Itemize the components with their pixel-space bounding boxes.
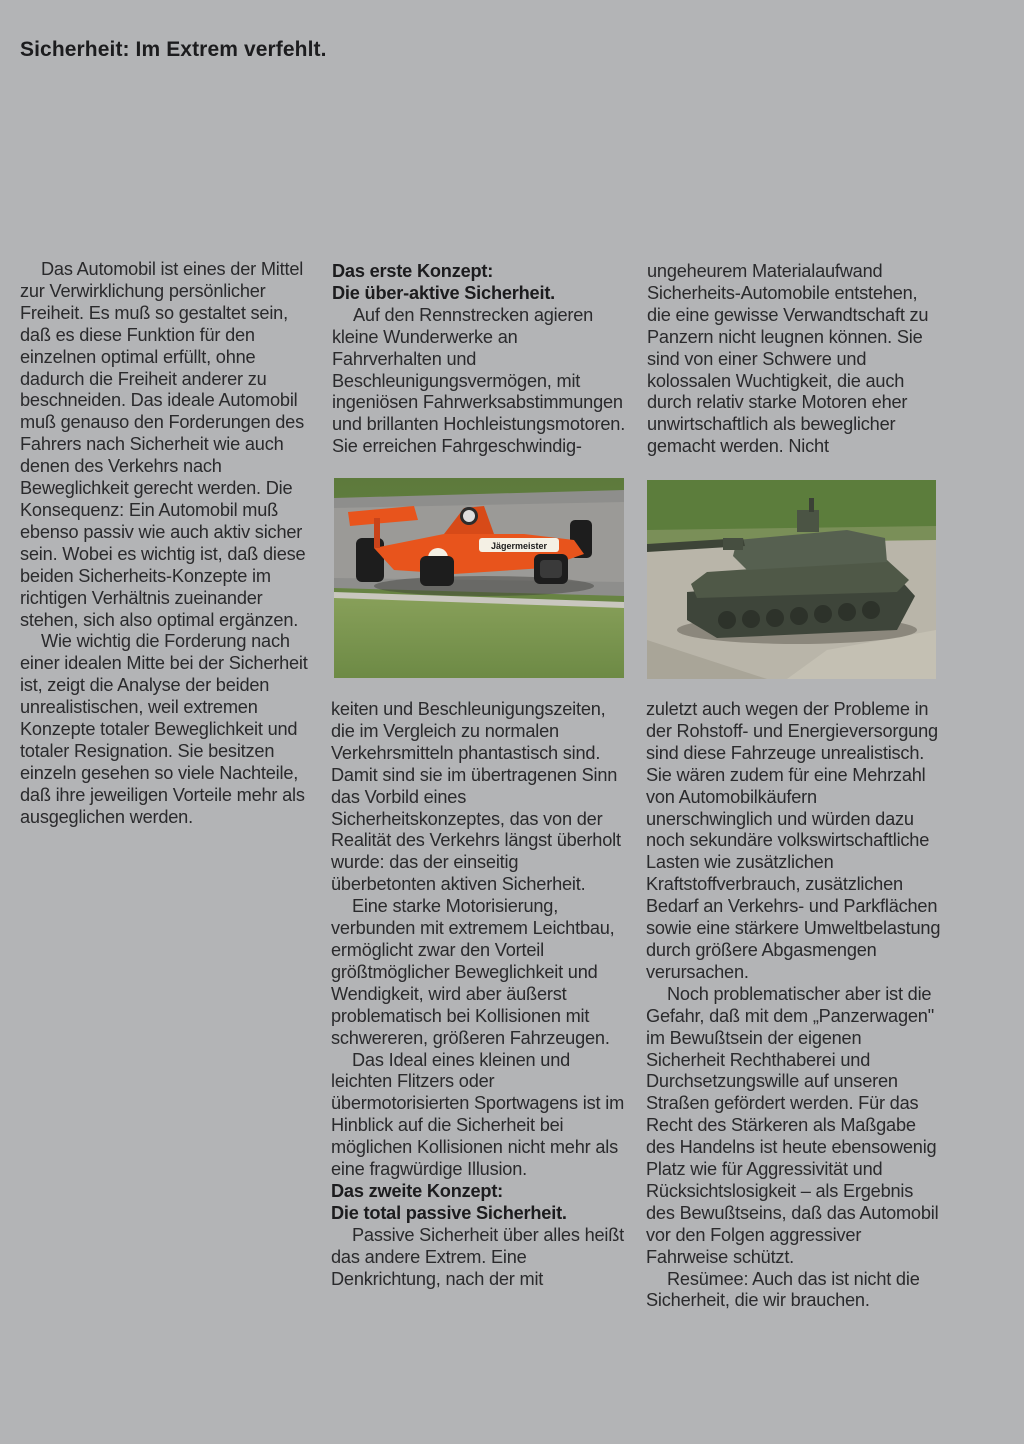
race-car-photo [334, 478, 624, 678]
paragraph: Passive Sicherheit über alles heißt das andere Extrem. Eine Denkrichtung, nach der mit [331, 1224, 625, 1289]
paragraph: zuletzt auch wegen der Probleme in der Rohstoff- und Energieversorgung sind diese Fahrzeuge unrealistisch. Sie wären zudem für eine Mehrzahl von Automobilkäufern unerschwinglich und würden dazu noch sekundäre volkswirtschaftliche Lasten wie zusätzlichen Kraftstoffverbrauch, zusätzlichen Bedarf an Verkehrs- und Parkflächen sowie eine stärkere Umweltbelastung durch größere Abgasmengen verursachen. [646, 699, 941, 982]
article-column-3-bottom [646, 699, 942, 1312]
paragraph: Das Automobil ist eines der Mittel zur Verwirklichung persönlicher Freiheit. Es muß so gestaltet sein, daß es diese Funktion für den einzelnen optimal erfüllt, ohne dadurch die Freiheit anderer zu beschneiden. Das ideale Automobil muß genauso den Forderungen des Fahrers nach Sicherheit wie auch denen des Verkehrs nach Beweglichkeit gerecht werden. Die Konsequenz: Ein Automobil muß ebenso passiv wie auch aktiv sicher sein. Wobei es wichtig ist, daß diese beiden Sicherheits-Konzepte im richtigen Verhältnis zueinander stehen, sich also optimal ergänzen. [20, 259, 306, 630]
article-column-1 [20, 259, 316, 829]
section-heading-line: Das erste Konzept: [332, 261, 494, 281]
section-heading-line: Die über-aktive Sicherheit. [332, 282, 556, 303]
article-column-3-top [647, 261, 943, 458]
tank-photo [647, 480, 936, 679]
page-title: Sicherheit: Im Extrem verfehlt. [20, 38, 327, 61]
article-column-2-top [332, 261, 628, 458]
paragraph: Auf den Rennstrecken agieren kleine Wunderwerke an Fahrverhalten und Beschleunigungsvermögen, mit ingeniösen Fahrwerksabstimmungen und brillanten Hochleistungsmotoren. Sie erreichen Fahrgeschwindig- [332, 304, 626, 457]
article-column-2-bottom [331, 699, 627, 1290]
paragraph: keiten und Beschleunigungszeiten, die im Vergleich zu normalen Verkehrsmitteln phantastisch sind. Damit sind sie im übertragenen Sinn das Vorbild eines Sicherheitskonzeptes, das von der Realität des Verkehrs längst überholt wurde: das der einseitig überbetonten aktiven Sicherheit. [331, 699, 621, 895]
race-car-livery-text: Jägermeister [490, 541, 548, 551]
section-heading-line: Die total passive Sicherheit. [331, 1202, 567, 1223]
paragraph: Eine starke Motorisierung, verbunden mit extremem Leichtbau, ermöglicht zwar den Vorteil größtmöglicher Beweglichkeit und Wendigkeit, wird aber äußerst problematisch bei Kollisionen mit schwereren, größeren Fahrzeugen. [331, 896, 615, 1048]
paragraph: Wie wichtig die Forderung nach einer idealen Mitte bei der Sicherheit ist, zeigt die Analyse der beiden unrealistischen, weil extremen Konzepte totaler Beweglichkeit und totaler Resignation. Sie besitzen einzeln gesehen so viele Nachteile, daß ihre jeweiligen Vorteile mehr als ausgeglichen werden. [20, 631, 308, 827]
tank-illustration [647, 480, 936, 679]
paragraph: Noch problematischer aber ist die Gefahr, daß mit dem „Panzerwagen" im Bewußtsein der eigenen Sicherheit Rechthaberei und Durchsetzungswille auf unseren Straßen gefördert werden. Für das Recht des Stärkeren als Maßgabe des Handelns ist heute ebensowenig Platz wie für Aggressivität und Rücksichtslosigkeit – als Ergebnis des Bewußtseins, daß das Automobil vor den Folgen aggressiver Fahrweise schützt. [646, 983, 939, 1267]
paragraph: Das Ideal eines kleinen und leichten Flitzers oder übermotorisierten Sportwagens ist im Hinblick auf die Sicherheit bei möglichen Kollisionen nicht mehr als eine fragwürdige Illusion. [331, 1049, 625, 1180]
paragraph: ungeheurem Materialaufwand Sicherheits-Automobile entstehen, die eine gewisse Verwandtschaft zu Panzern nicht leugnen können. Sie sind von einer Schwere und kolossalen Wuchtigkeit, die auch durch relativ starke Motoren eher unwirtschaftlich als beweglicher gemacht werden. Nicht [647, 261, 929, 457]
section-heading-line: Das zweite Konzept: [331, 1180, 504, 1201]
section-heading [332, 261, 628, 305]
race-car-illustration [334, 478, 624, 678]
paragraph: Resümee: Auch das ist nicht die Sicherheit, die wir brauchen. [646, 1268, 920, 1311]
section-heading [331, 1181, 627, 1225]
